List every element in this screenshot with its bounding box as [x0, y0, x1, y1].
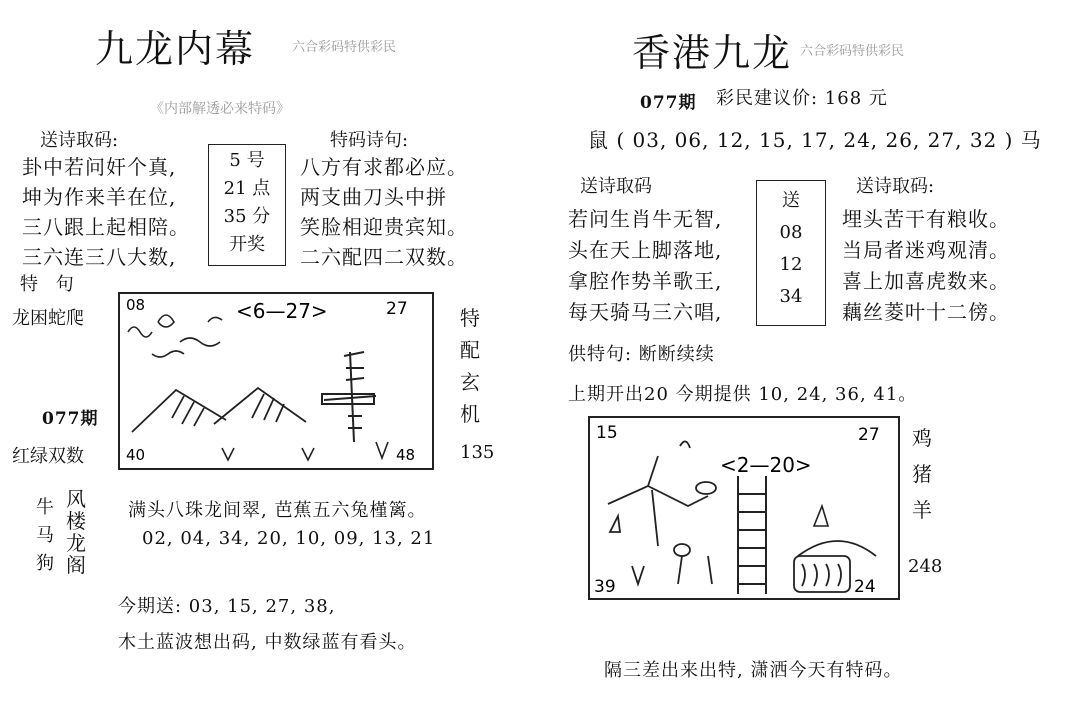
right-issue: 077期 [640, 93, 697, 113]
poem-line: 卦中若问奸个真, [22, 155, 177, 179]
img-label-br: 48 [396, 446, 416, 464]
right-title-sub: 六合彩码特供彩民 [800, 44, 905, 59]
right-side-number: 248 [908, 556, 943, 577]
box-line: 开奖 [229, 234, 265, 255]
left-today-send: 今期送: 03, 15, 27, 38, [118, 596, 336, 617]
img-label-mid: <2—20> [720, 453, 812, 477]
box-line: 5 号 [229, 150, 265, 171]
animal: 牛 [36, 497, 54, 518]
poem-line: 每天骑马三六唱, [568, 300, 723, 324]
side-char: 特 [460, 306, 481, 330]
left-title: 九龙内幕 [95, 27, 256, 71]
left-issue: 077期 [42, 409, 99, 429]
fenglou-char: 龙 [66, 531, 86, 555]
right-poem-left [568, 204, 722, 328]
box-line: 35 分 [223, 206, 271, 227]
box-line: 08 [779, 222, 803, 243]
left-tejv-text: 龙困蛇爬 [12, 308, 84, 329]
left-red-green: 红绿双数 [12, 446, 84, 467]
right-last-period: 上期开出20 今期提供 10, 24, 36, 41。 [568, 384, 918, 405]
left-special-poem-label: 特码诗句: [330, 130, 409, 151]
cross-figure [322, 352, 376, 442]
animal: 马 [36, 525, 54, 546]
side-animal: 猪 [912, 462, 933, 486]
right-send-box [756, 180, 826, 326]
img-label-tl: 15 [596, 423, 618, 443]
left-line1: 满头八珠龙间翠, 芭蕉五六兔槿篱。 [128, 500, 427, 521]
poem-line: 藕丝菱叶十二傍。 [842, 300, 1010, 324]
side-char: 玄 [460, 370, 481, 394]
animal: 狗 [36, 553, 54, 574]
img-label-bl: 39 [594, 577, 616, 597]
img-label-tr: 27 [858, 425, 880, 445]
poem-line: 拿腔作势羊歌王, [568, 269, 723, 293]
right-shu-line: 鼠 ( 03, 06, 12, 15, 17, 24, 26, 27, 32 ) 马 [588, 128, 1042, 152]
right-hand-drawn-picture [588, 416, 900, 600]
right-poem-label-right: 送诗取码: [856, 176, 935, 197]
left-poem-label: 送诗取码: [40, 130, 119, 151]
img-label-bl: 40 [126, 446, 146, 464]
box-line: 21 点 [223, 178, 271, 199]
img-label-br: 24 [854, 577, 876, 597]
left-draw-time-box [208, 144, 286, 266]
left-tejv-label: 特 句 [20, 274, 80, 295]
ladder [738, 476, 766, 594]
left-subtitle: 《内部解透必来特码》 [150, 101, 290, 117]
left-special-poem-lines [300, 152, 468, 272]
side-char: 机 [460, 402, 481, 426]
right-final-line: 隔三差出来出特, 潇洒今天有特码。 [604, 660, 903, 681]
side-animal: 羊 [912, 498, 933, 522]
poem-line: 三八跟上起相陪。 [22, 215, 190, 239]
left-side-number: 135 [460, 442, 495, 463]
mountains [132, 388, 306, 432]
left-numbers: 02, 04, 34, 20, 10, 09, 13, 21 [142, 528, 436, 549]
right-title: 香港九龙 [632, 31, 793, 75]
side-animal: 鸡 [912, 426, 933, 450]
poem-line: 坤为作来羊在位, [22, 185, 177, 209]
special-poem-line: 二六配四二双数。 [300, 245, 468, 269]
box-line: 送 [782, 190, 800, 211]
right-side-animals [912, 420, 933, 528]
right-poem-right [842, 204, 1010, 328]
branch-figure [608, 441, 716, 584]
left-animals [36, 494, 54, 578]
poem-line: 当局者迷鸡观清。 [842, 238, 1010, 262]
left-final-line: 木土蓝波想出码, 中数绿蓝有看头。 [118, 632, 417, 653]
left-poem-lines [22, 152, 190, 272]
poem-line: 喜上加喜虎数来。 [842, 269, 1010, 293]
box-line: 34 [779, 286, 803, 307]
poem-line: 埋头苦干有粮收。 [842, 207, 1010, 231]
img-label-tr: 27 [386, 299, 408, 319]
scribble-clouds [128, 315, 222, 357]
fenglou-char: 阁 [66, 553, 86, 577]
side-char: 配 [460, 338, 481, 362]
img-label-mid: <6—27> [236, 299, 328, 323]
right-special-sentence: 供特句: 断断续续 [568, 344, 715, 365]
left-hand-drawn-picture [118, 292, 434, 470]
fenglou-char: 风 [66, 487, 86, 511]
box-line: 12 [779, 254, 803, 275]
poem-line: 头在天上脚落地, [568, 238, 723, 262]
left-side-vertical [460, 302, 481, 430]
poem-line: 若问生肖牛无智, [568, 207, 723, 231]
special-poem-line: 两支曲刀头中拼 [300, 185, 447, 209]
right-poem-label-left: 送诗取码 [580, 176, 652, 197]
fenglou-char: 楼 [66, 509, 86, 533]
left-title-sub: 六合彩码特供彩民 [292, 40, 397, 55]
right-price: 彩民建议价: 168 元 [716, 88, 888, 109]
poem-line: 三六连三八大数, [22, 245, 177, 269]
left-fenglou [66, 488, 86, 576]
special-poem-line: 笑脸相迎贵宾知。 [300, 215, 468, 239]
img-label-tl: 08 [126, 296, 146, 314]
small-marks [222, 442, 388, 460]
special-poem-line: 八方有求都必应。 [300, 155, 468, 179]
small-triangle [814, 506, 828, 526]
